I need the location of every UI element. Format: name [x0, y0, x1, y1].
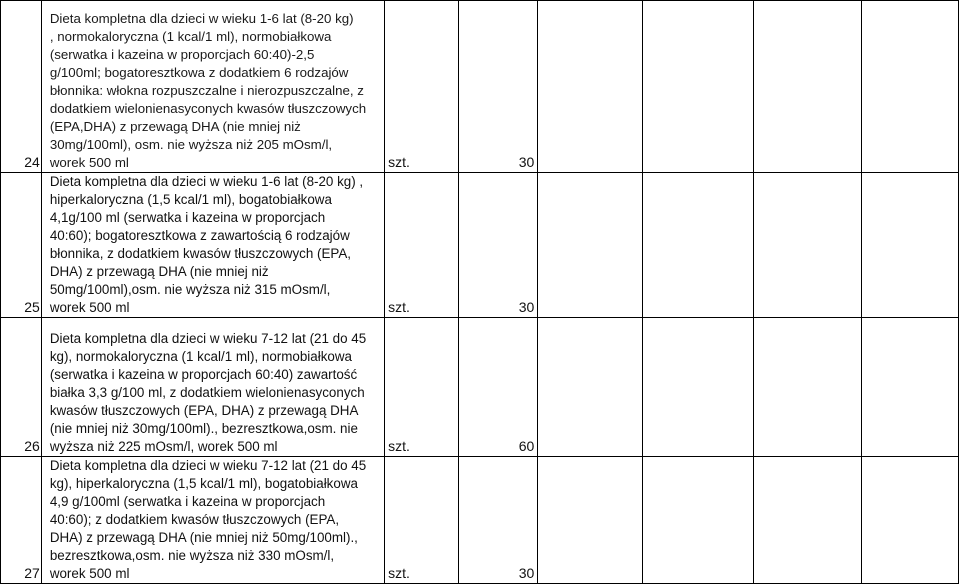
empty-cell [861, 457, 958, 584]
quantity-cell: 30 [458, 457, 538, 584]
empty-cell [753, 457, 861, 584]
empty-cell [861, 173, 958, 318]
table-row [1, 173, 959, 318]
product-description: Dieta kompletna dla dzieci w wieku 7-12 lat (21 do 45 kg), hiperkaloryczna (1,5 kcal/1 ml), bogatobiałkowa 4,9 g/100ml (serwatka i kazeina w proporcjach 40:60); z dodatkiem kwasów tłuszczowych (EPA, DHA) z przewagą DHA (nie mniej niż 50mg/100ml)., bezresztkowa,osm. nie wyższa niż 330 mOsm/l, worek 500 ml [49, 458, 367, 581]
description-cell [41, 318, 384, 457]
empty-cell [643, 173, 753, 318]
description-cell [41, 1, 384, 173]
quantity-cell: 30 [458, 173, 538, 318]
unit-cell: szt. [385, 1, 459, 173]
empty-cell [538, 318, 643, 457]
table-row [1, 1, 959, 173]
empty-cell [753, 1, 861, 173]
quantity-cell: 60 [458, 318, 538, 457]
description-cell [41, 457, 384, 584]
empty-cell [861, 1, 958, 173]
row-number: 26 [1, 318, 42, 457]
empty-cell [538, 457, 643, 584]
product-description: Dieta kompletna dla dzieci w wieku 1-6 lat (8-20 kg) , hiperkaloryczna (1,5 kcal/1 ml), bogatobiałkowa 4,1g/100 ml (serwatka i kazeina w proporcjach 40:60); bogatoresztkowa z zawartością 6 rodzajów błonnika, z dodatkiem kwasów tłuszczowych (EPA, DHA) z przewagą DHA (nie mniej niż 50mg/100ml),osm. nie wyższa niż 315 mOsm/l, worek 500 ml [49, 174, 364, 315]
row-number: 27 [1, 457, 42, 584]
empty-cell [861, 318, 958, 457]
unit-cell: szt. [385, 457, 459, 584]
empty-cell [643, 318, 753, 457]
row-number: 25 [1, 173, 42, 318]
product-description: Dieta kompletna dla dzieci w wieku 1-6 lat (8-20 kg) , normokaloryczna (1 kcal/1 ml), normobiałkowa (serwatka i kazeina w proporcjach 60:40)-2,5 g/100ml; bogatoresztkowa z dodatkiem 6 rodzajów błonnika: włokna rozpuszczalne i nierozpuszczalne, z dodatkiem wielonienasyconych kwasów tłuszczowych (EPA,DHA) z przewagą DHA (nie mniej niż 30mg/100ml), osm. nie wyższa niż 205 mOsm/l, worek 500 ml [49, 11, 367, 170]
empty-cell [643, 457, 753, 584]
table-row [1, 318, 959, 457]
empty-cell [538, 1, 643, 173]
empty-cell [643, 1, 753, 173]
unit-cell: szt. [385, 318, 459, 457]
empty-cell [753, 318, 861, 457]
description-cell [41, 173, 384, 318]
table-row [1, 457, 959, 584]
row-number: 24 [1, 1, 42, 173]
quantity-cell: 30 [458, 1, 538, 173]
unit-cell: szt. [385, 173, 459, 318]
empty-cell [753, 173, 861, 318]
empty-cell [538, 173, 643, 318]
product-description: Dieta kompletna dla dzieci w wieku 7-12 lat (21 do 45 kg), normokaloryczna (1 kcal/1 ml), normobiałkowa (serwatka i kazeina w proporcjach 60:40) zawartość białka 3,3 g/100 ml, z dodatkiem wielonienasyconych kwasów tłuszczowych (EPA, DHA) z przewagą DHA (nie mniej niż 30mg/100ml)., bezresztkowa,osm. nie wyższa niż 225 mOsm/l, worek 500 ml [49, 331, 367, 454]
